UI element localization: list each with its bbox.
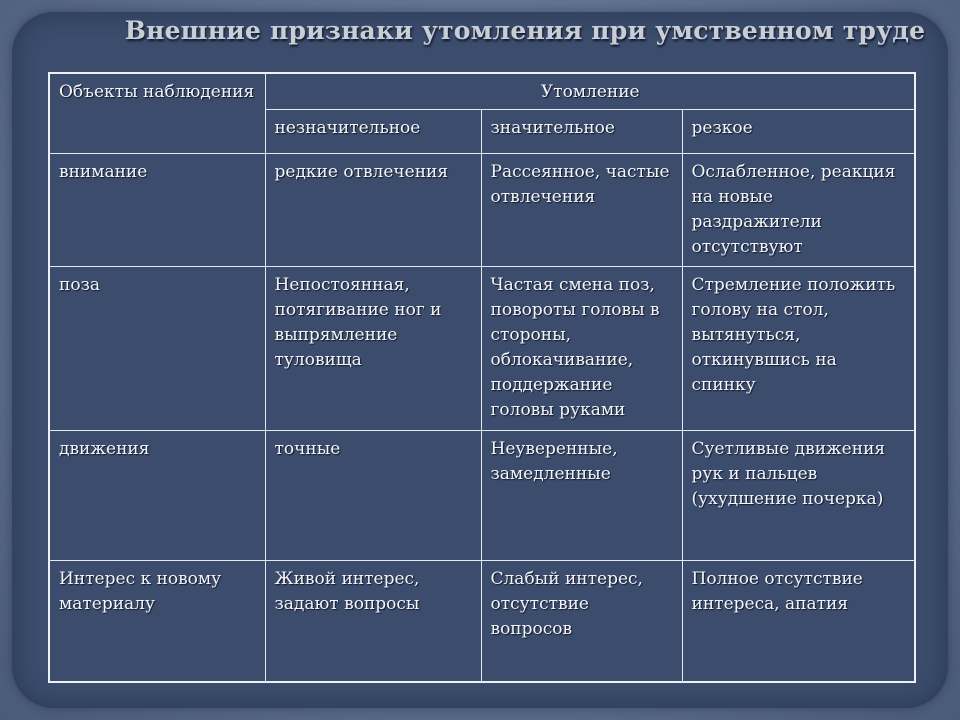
row-severe: Суетливые движения рук и пальцев (ухудшение почерка) — [682, 431, 915, 561]
row-object: Интерес к новому материалу — [49, 561, 265, 682]
table-row — [49, 267, 915, 431]
table-row — [49, 154, 915, 267]
row-severe: Полное отсутствие интереса, апатия — [682, 561, 915, 682]
header-objects: Объекты наблюдения — [49, 73, 265, 154]
row-slight: Непостоянная, потягивание ног и выпрямление туловища — [265, 267, 481, 431]
row-slight: точные — [265, 431, 481, 561]
slide-title: Внешние признаки утомления при умственном труде — [124, 16, 926, 45]
row-significant: Рассеянное, частые отвлечения — [481, 154, 682, 267]
row-object: движения — [49, 431, 265, 561]
table-row — [49, 561, 915, 682]
row-object: внимание — [49, 154, 265, 267]
row-severe: Стремление положить голову на стол, вытянуться, откинувшись на спинку — [682, 267, 915, 431]
row-slight: редкие отвлечения — [265, 154, 481, 267]
row-object: поза — [49, 267, 265, 431]
header-level-severe: резкое — [682, 110, 915, 154]
header-level-significant: значительное — [481, 110, 682, 154]
row-slight: Живой интерес, задают вопросы — [265, 561, 481, 682]
row-significant: Частая смена поз, повороты головы в стороны, облокачивание, поддержание головы руками — [481, 267, 682, 431]
row-severe: Ослабленное, реакция на новые раздражители отсутствуют — [682, 154, 915, 267]
row-significant: Неуверенные, замедленные — [481, 431, 682, 561]
table-header-row — [49, 73, 915, 110]
header-level-slight: незначительное — [265, 110, 481, 154]
row-significant: Слабый интерес, отсутствие вопросов — [481, 561, 682, 682]
table-row — [49, 431, 915, 561]
header-fatigue: Утомление — [265, 73, 915, 110]
fatigue-table — [48, 72, 916, 683]
